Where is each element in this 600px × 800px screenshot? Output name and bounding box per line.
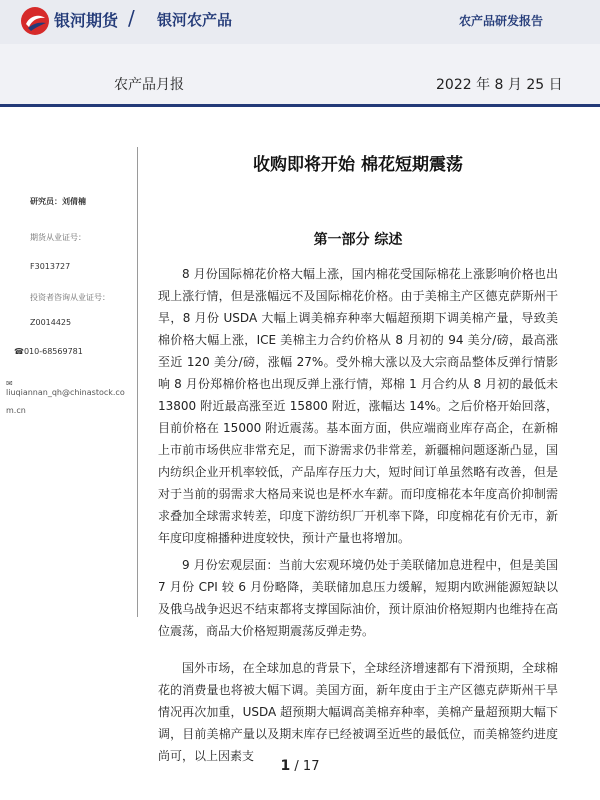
current-page: 1 bbox=[280, 758, 291, 774]
page-title: 收购即将开始 棉花短期震荡 bbox=[253, 155, 463, 175]
qualification-number: F3013727 bbox=[30, 262, 71, 271]
brand-divider: / bbox=[128, 6, 135, 30]
email-address[interactable] bbox=[6, 379, 130, 397]
phone-number: ☎010-68569781 bbox=[14, 347, 83, 356]
page-number bbox=[0, 758, 600, 774]
paragraph-macro: 9 月份宏观层面：当前大宏观环境仍处于美联储加息进程中，但是美国 7 月份 CPI 较 6 月份略降，美联储加息压力缓解，短期内欧洲能源短缺以及俄乌战争迟迟不结束都将支撑国际油价，预计原油价格短期内也维持在高位震荡，商品大价格短期震荡反弹走势。 bbox=[158, 558, 558, 638]
report-header bbox=[0, 0, 600, 44]
galaxy-logo-icon bbox=[20, 6, 50, 36]
paragraph-overview: 8 月份国际棉花价格大幅上涨，国内棉花受国际棉花上涨影响价格也出现上涨行情，但是涨幅远不及国际棉花价格。由于美棉主产区德克萨斯州干旱，8 月份 USDA 大幅上调美棉弃种率大幅超预期下调美棉产量，导致美棉价格大幅上涨，ICE 美棉主力合约价格从 8 月初的 94 美分/磅，最高涨至近 120 美分/磅，涨幅 27%。受外棉大涨以及大宗商品整体反弹行情影响 8 月份郑棉价格也出现反弹上涨行情，郑棉 1 月合约从 8 月初的最低未 13800 附近最高涨至近 15800 附近，涨幅达 14%。之后价格开始回落，目前价格在 15000 附近震荡。基本面方面，供应端商业库存高企，在新棉上市前市场供应非常充足，而下游需求仍非常差，新疆棉问题逐渐凸显，国内纺织企业开机率较低，产品库存压力大，短时间订单虽然略有改善，但是对于当前的弱需求大格局来说也是杯水车薪。而印度棉花本年度高价抑制需求叠加全球需求转差，印度下游纺织厂开机率下降，印度棉花有价无市，新年度印度棉播种进度较快，预计产量也将增加。 bbox=[158, 267, 558, 545]
email-address-cont[interactable]: m.cn bbox=[6, 406, 26, 415]
researcher-name: 研究员：刘倩楠 bbox=[30, 197, 86, 206]
consult-number: Z0014425 bbox=[30, 318, 72, 327]
report-date: 2022 年 8 月 25 日 bbox=[436, 77, 563, 93]
section-heading: 第一部分 综述 bbox=[313, 232, 403, 248]
report-category: 农产品月报 bbox=[114, 77, 184, 93]
header-rule bbox=[0, 104, 600, 107]
qualification-label: 期货从业证号： bbox=[30, 233, 86, 242]
consult-label: 投资者咨询从业证号： bbox=[30, 293, 110, 302]
header-subtitle: 银河农产品 bbox=[157, 11, 233, 29]
column-divider bbox=[137, 147, 138, 617]
brand-name: 银河期货 bbox=[54, 11, 119, 30]
mail-icon: ✉ bbox=[6, 379, 13, 388]
email-line-1: liuqiannan_qh@chinastock.co bbox=[6, 388, 125, 397]
report-type-label: 农产品研发报告 bbox=[459, 14, 544, 28]
total-pages: / 17 bbox=[294, 759, 320, 774]
paragraph-international: 国外市场，在全球加息的背景下，全球经济增速都有下滑预期，全球棉花的消费量也将被大幅下调。美国方面，新年度由于主产区德克萨斯州干旱情况再次加重，USDA 超预期大幅调高美棉弃种率，美棉产量超预期大幅下调，目前美棉产量以及期末库存已经被调至近些的最低位，而美棉签约进度尚可，以上因素支 bbox=[158, 661, 558, 763]
